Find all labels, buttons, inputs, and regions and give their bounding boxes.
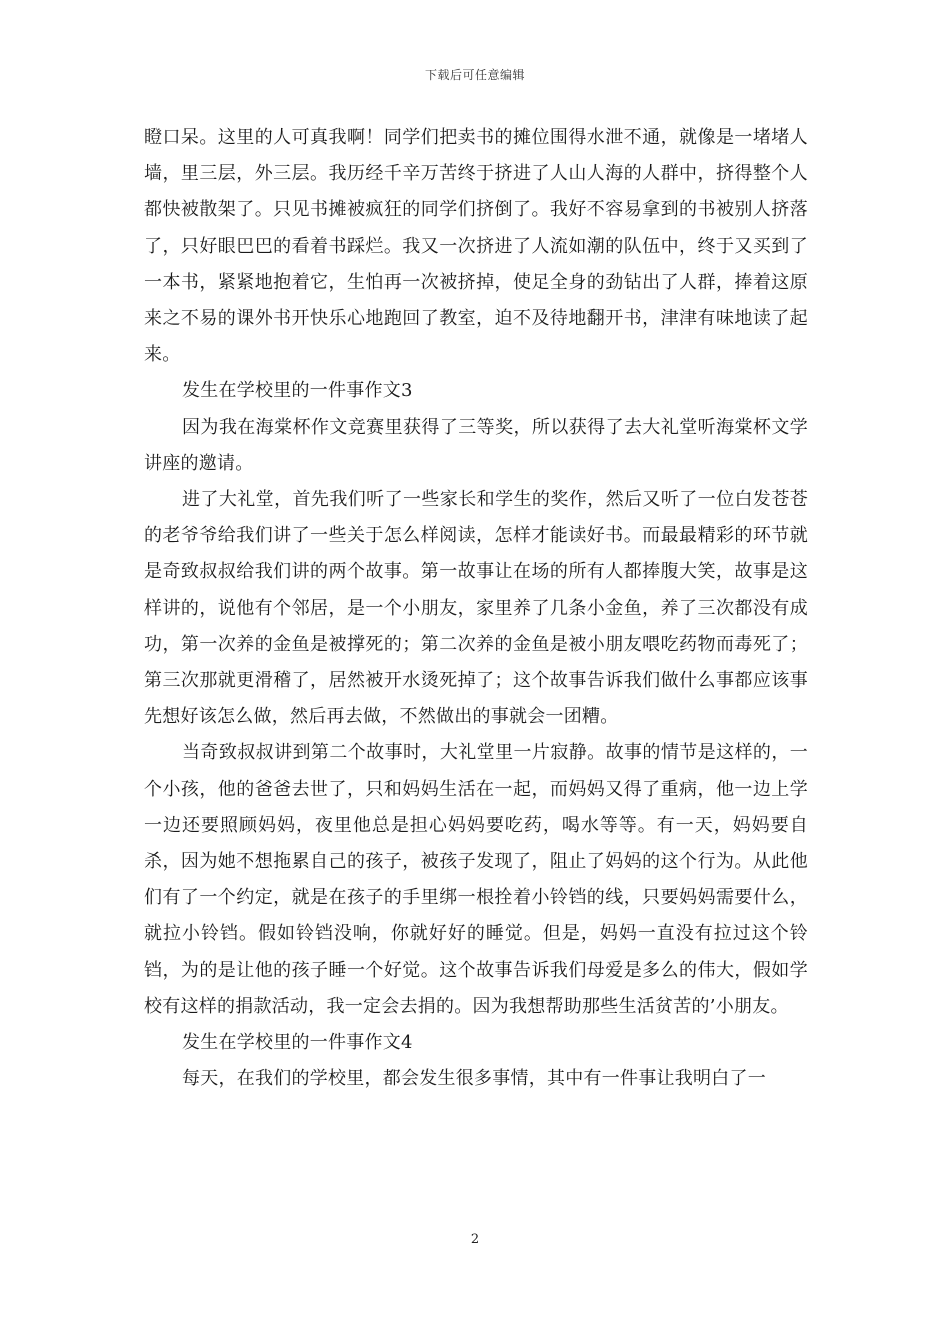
- paragraph-3: 进了大礼堂，首先我们听了一些家长和学生的奖作，然后又听了一位白发苍苍的老爷爷给我们讲了一些关于怎么样阅读，怎样才能读好书。而最最精彩的环节就是奇致叔叔给我们讲的两个故事。第一故事让在场的所有人都捧腹大笑，故事是这样讲的，说他有个邻居，是一个小朋友，家里养了几条小金鱼，养了三次都没有成功，第一次养的金鱼是被撑死的；第二次养的金鱼是被小朋友喂吃药物而毒死了；第三次那就更滑稽了，居然被开水烫死掉了；这个故事告诉我们做什么事都应该事先想好该怎么做，然后再去做，不然做出的事就会一团糟。: [144, 489, 808, 728]
- section-heading-3: 发生在学校里的一件事作文3: [182, 380, 413, 402]
- section-heading-4: 发生在学校里的一件事作文4: [182, 1032, 413, 1054]
- page-header: 下载后可任意编辑: [424, 68, 525, 82]
- paragraph-4: 当奇致叔叔讲到第二个故事时，大礼堂里一片寂静。故事的情节是这样的，一个小孩，他的爸爸去世了，只和妈妈生活在一起，而妈妈又得了重病，他一边上学一边还要照顾妈妈，夜里他总是担心妈妈要吃药，喝水等等。有一天，妈妈要自杀，因为她不想拖累自己的孩子，被孩子发现了，阻止了妈妈的这个行为。从此他们有了一个约定，就是在孩子的手里绑一根拴着小铃铛的线，只要妈妈需要什么，就拉小铃铛。假如铃铛没响，你就好好的睡觉。但是，妈妈一直没有拉过这个铃铛，为的是让他的孩子睡一个好觉。这个故事告诉我们母爱是多么的伟大，假如学校有这样的捐款活动，我一定会去捐的。因为我想帮助那些生活贫苦的’小朋友。: [144, 742, 808, 1017]
- paragraph-1: 瞪口呆。这里的人可真我啊！同学们把卖书的摊位围得水泄不通，就像是一堵堵人墙，里三层，外三层。我历经千辛万苦终于挤进了人山人海的人群中，挤得整个人都快被散架了。只见书摊被疯狂的同学们挤倒了。我好不容易拿到的书被别人挤落了，只好眼巴巴的看着书踩烂。我又一次挤进了人流如潮的队伍中，终于又买到了一本书，紧紧地抱着它，生怕再一次被挤掉，使足全身的劲钻出了人群，捧着这原来之不易的课外书开快乐心地跑回了教室，迫不及待地翻开书，津津有味地读了起来。: [144, 127, 808, 366]
- page-number: 2: [470, 1232, 480, 1247]
- paragraph-5: 每天，在我们的学校里，都会发生很多事情，其中有一件事让我明白了一: [182, 1068, 766, 1090]
- paragraph-2: 因为我在海棠杯作文竞赛里获得了三等奖，所以获得了去大礼堂听海棠杯文学讲座的邀请。: [144, 416, 808, 474]
- document-body: [144, 120, 808, 1097]
